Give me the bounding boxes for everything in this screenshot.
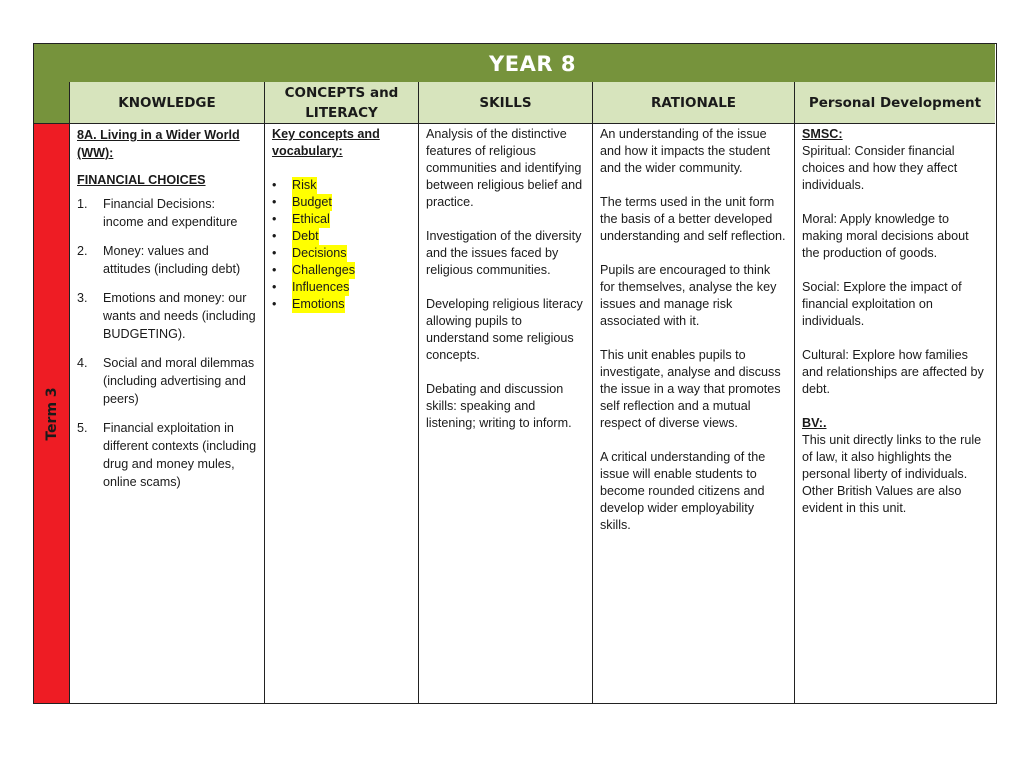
vocab-item: • Ethical xyxy=(272,212,330,226)
rationale-paragraph: This unit enables pupils to investigate, analyse and discuss the issue in a way that promotes self reflection and a mutual respect of diverse views. xyxy=(600,348,781,430)
rationale-cell xyxy=(593,124,795,703)
social-text: Social: Explore the impact of financial exploitation on individuals. xyxy=(802,280,962,328)
concepts-cell xyxy=(265,124,419,703)
curriculum-table xyxy=(33,43,997,704)
skills-cell xyxy=(419,124,593,703)
cultural-text: Cultural: Explore how families and relationships are affected by debt. xyxy=(802,348,984,396)
rationale-paragraph: Pupils are encouraged to think for themselves, analyse the key issues and manage risk associated with it. xyxy=(600,263,777,328)
list-item: 1. Financial Decisions: income and expenditure xyxy=(77,197,238,229)
col-header-concepts: CONCEPTS and LITERACY xyxy=(265,82,419,124)
vocab-item: • Influences xyxy=(272,280,350,294)
col-header-skills: SKILLS xyxy=(419,82,593,124)
skills-paragraph: Developing religious literacy allowing pupils to understand some religious concepts. xyxy=(426,297,583,362)
rationale-paragraph: An understanding of the issue and how it impacts the student and the wider community. xyxy=(600,127,771,175)
list-item: 5. Financial exploitation in different contexts (including drug and money mules, online scams) xyxy=(77,421,257,489)
vocab-item: • Decisions xyxy=(272,246,347,260)
section-title: FINANCIAL CHOICES xyxy=(77,173,206,187)
list-item: 4. Social and moral dilemmas (including advertising and peers) xyxy=(77,356,255,406)
knowledge-list xyxy=(77,195,257,491)
knowledge-cell xyxy=(70,124,265,703)
vocab-heading: Key concepts and vocabulary: xyxy=(272,127,380,158)
smsc-heading: SMSC: xyxy=(802,127,843,141)
skills-paragraph: Investigation of the diversity and the issues faced by religious communities. xyxy=(426,229,582,277)
spiritual-text: Spiritual: Consider financial choices and how they affect individuals. xyxy=(802,144,958,192)
skills-paragraph: Debating and discussion skills: speaking and listening; writing to inform. xyxy=(426,382,572,430)
bv-text: This unit directly links to the rule of law, it also highlights the personal liberty of individuals. Other British Values are also evident in this unit. xyxy=(802,433,982,515)
vocab-item: • Emotions xyxy=(272,297,345,311)
col-header-personal-development: Personal Development xyxy=(795,82,995,124)
personal-development-cell xyxy=(795,124,995,703)
vocab-item: • Risk xyxy=(272,178,317,192)
list-item: 2. Money: values and attitudes (including debt) xyxy=(77,244,241,276)
rationale-paragraph: The terms used in the unit form the basis of a better developed understanding and self reflection. xyxy=(600,195,786,243)
vocab-list xyxy=(272,177,411,313)
year-header xyxy=(34,44,995,83)
skills-paragraph: Analysis of the distinctive features of religious communities and identifying between religious belief and practice. xyxy=(426,127,583,209)
rationale-paragraph: A critical understanding of the issue will enable students to become rounded citizens and develop wider employability skills. xyxy=(600,450,766,532)
vocab-item: • Debt xyxy=(272,229,319,243)
term-label: Term 3 xyxy=(43,386,60,441)
corner-cell xyxy=(34,82,70,124)
col-header-knowledge: KNOWLEDGE xyxy=(70,82,265,124)
term-cell xyxy=(34,124,70,703)
moral-text: Moral: Apply knowledge to making moral decisions about the production of goods. xyxy=(802,212,969,260)
year-title: YEAR 8 xyxy=(489,52,576,76)
list-item: 3. Emotions and money: our wants and needs (including BUDGETING). xyxy=(77,291,256,341)
unit-title: 8A. Living in a Wider World (WW): xyxy=(77,128,240,160)
vocab-item: • Challenges xyxy=(272,263,356,277)
vocab-item: • Budget xyxy=(272,195,332,209)
col-header-rationale: RATIONALE xyxy=(593,82,795,124)
bv-heading: BV:. xyxy=(802,416,827,430)
